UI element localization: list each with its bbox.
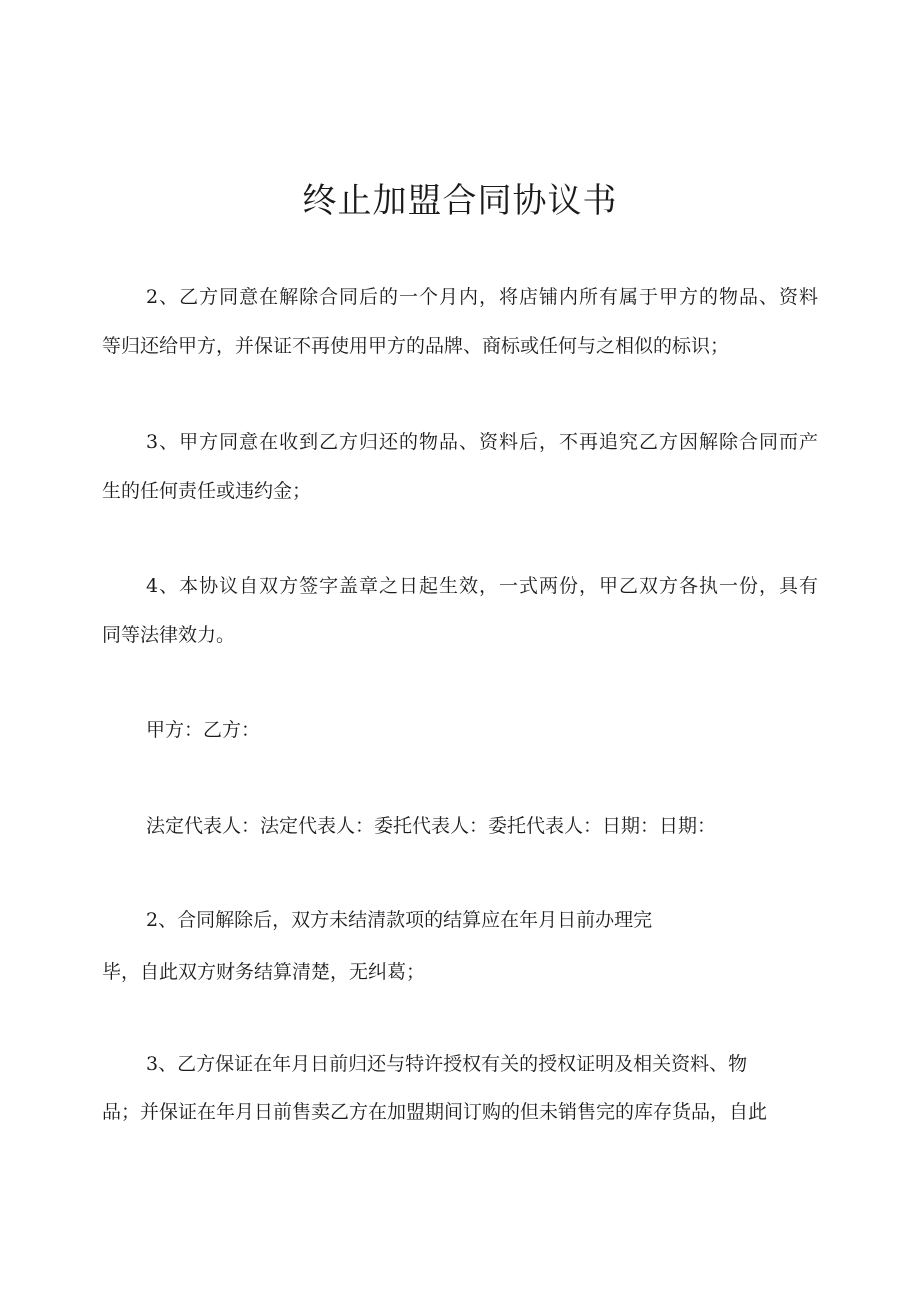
clause-4-line-1: 4、本协议自双方签字盖章之日起生效，一式两份，甲乙双方各执一份，具有 — [146, 575, 818, 597]
settlement-clause-line-1: 2、合同解除后，双方未结清款项的结算应在年月日前办理完 — [146, 909, 653, 931]
document-title: 终止加盟合同协议书 — [302, 181, 618, 221]
clause-2-line-1: 2、乙方同意在解除合同后的一个月内，将店铺内所有属于甲方的物品、资料 — [146, 286, 818, 308]
clause-3-line-1: 3、甲方同意在收到乙方归还的物品、资料后，不再追究乙方因解除合同而产 — [146, 431, 818, 453]
representative-date-line: 法定代表人：法定代表人：委托代表人：委托代表人：日期：日期： — [146, 815, 717, 837]
return-clause-line-2: 品；并保证在年月日前售卖乙方在加盟期间订购的但未销售完的库存货品，自此 — [102, 1101, 768, 1123]
party-signature-line: 甲方：乙方： — [146, 719, 261, 741]
settlement-clause-line-2: 毕，自此双方财务结算清楚，无纠葛； — [102, 961, 426, 983]
clause-2-line-2: 等归还给甲方，并保证不再使用甲方的品牌、商标或任何与之相似的标识； — [102, 335, 730, 357]
clause-4-line-2: 同等法律效力。 — [102, 624, 236, 646]
clause-3-line-2: 生的任何责任或违约金； — [102, 480, 312, 502]
return-clause-line-1: 3、乙方保证在年月日前归还与特许授权有关的授权证明及相关资料、物 — [146, 1053, 748, 1075]
